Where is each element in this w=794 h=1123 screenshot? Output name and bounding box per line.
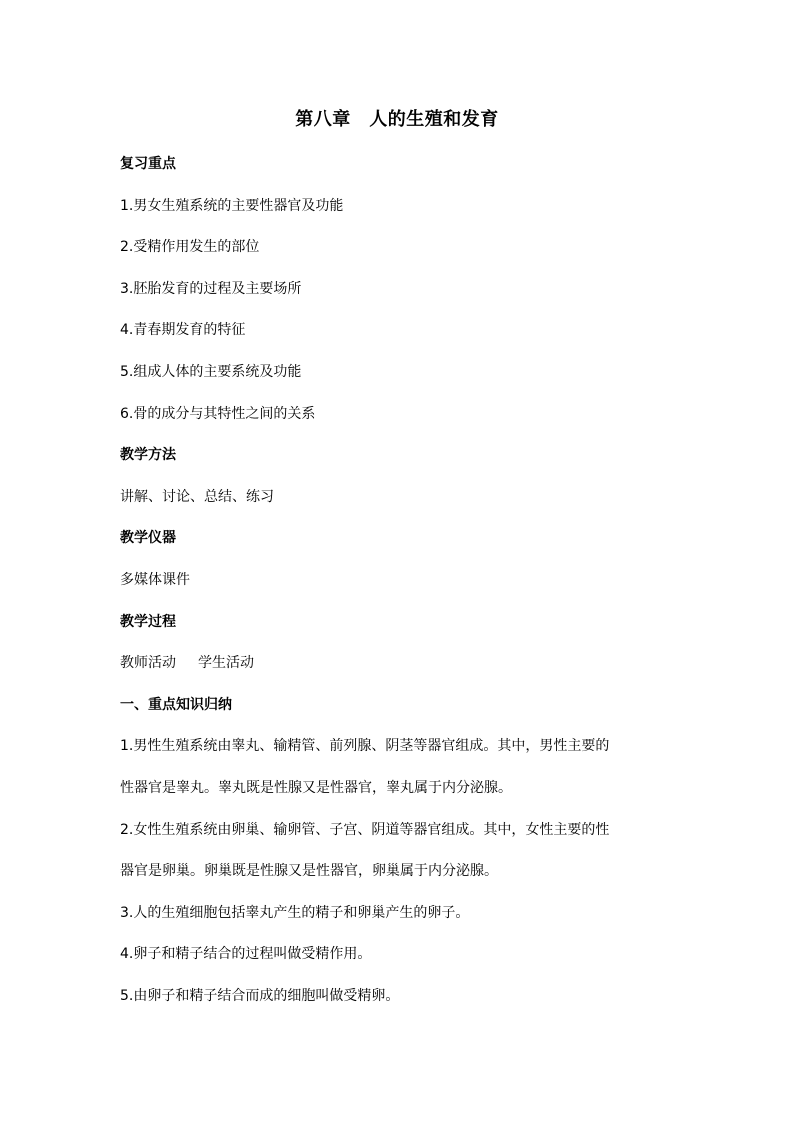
- review-item: 6.骨的成分与其特性之间的关系: [120, 405, 316, 422]
- section-heading-instruments: 教学仪器: [120, 530, 176, 547]
- review-item: 1.男女生殖系统的主要性器官及功能: [120, 197, 344, 214]
- knowledge-paragraph-line: 1.男性生殖系统由睾丸、输精管、前列腺、阴茎等器官组成。其中，男性主要的: [120, 738, 610, 755]
- knowledge-paragraph-line: 5.由卵子和精子结合而成的细胞叫做受精卵。: [120, 987, 400, 1004]
- review-item: 3.胚胎发育的过程及主要场所: [120, 280, 302, 297]
- methods-text: 讲解、讨论、总结、练习: [120, 488, 274, 505]
- student-activity-label: 学生活动: [198, 655, 254, 672]
- teacher-activity-label: 教师活动: [120, 655, 176, 672]
- section-heading-review: 复习重点: [120, 156, 176, 172]
- section-heading-process: 教学过程: [120, 613, 176, 630]
- review-item: 4.青春期发育的特征: [120, 322, 246, 339]
- knowledge-paragraph-line: 3.人的生殖细胞包括睾丸产生的精子和卵巢产生的卵子。: [120, 904, 470, 921]
- activities-row: [120, 643, 680, 685]
- section-heading-methods: 教学方法: [120, 447, 176, 464]
- review-item: 5.组成人体的主要系统及功能: [120, 363, 302, 380]
- instruments-text: 多媒体课件: [120, 571, 190, 588]
- section-heading-knowledge: 一、重点知识归纳: [120, 696, 232, 713]
- knowledge-paragraph-line: 2.女性生殖系统由卵巢、输卵管、子宫、阴道等器官组成。其中，女性主要的性: [120, 821, 610, 838]
- document-body: [120, 144, 680, 1017]
- review-item: 2.受精作用发生的部位: [120, 239, 260, 256]
- knowledge-paragraph-line: 性器官是睾丸。睾丸既是性腺又是性器官，睾丸属于内分泌腺。: [120, 779, 512, 796]
- page-title: 第八章 人的生殖和发育: [295, 109, 499, 130]
- knowledge-paragraph-line: 器官是卵巢。卵巢既是性腺又是性器官，卵巢属于内分泌腺。: [120, 863, 498, 880]
- knowledge-paragraph-line: 4.卵子和精子结合的过程叫做受精作用。: [120, 946, 372, 963]
